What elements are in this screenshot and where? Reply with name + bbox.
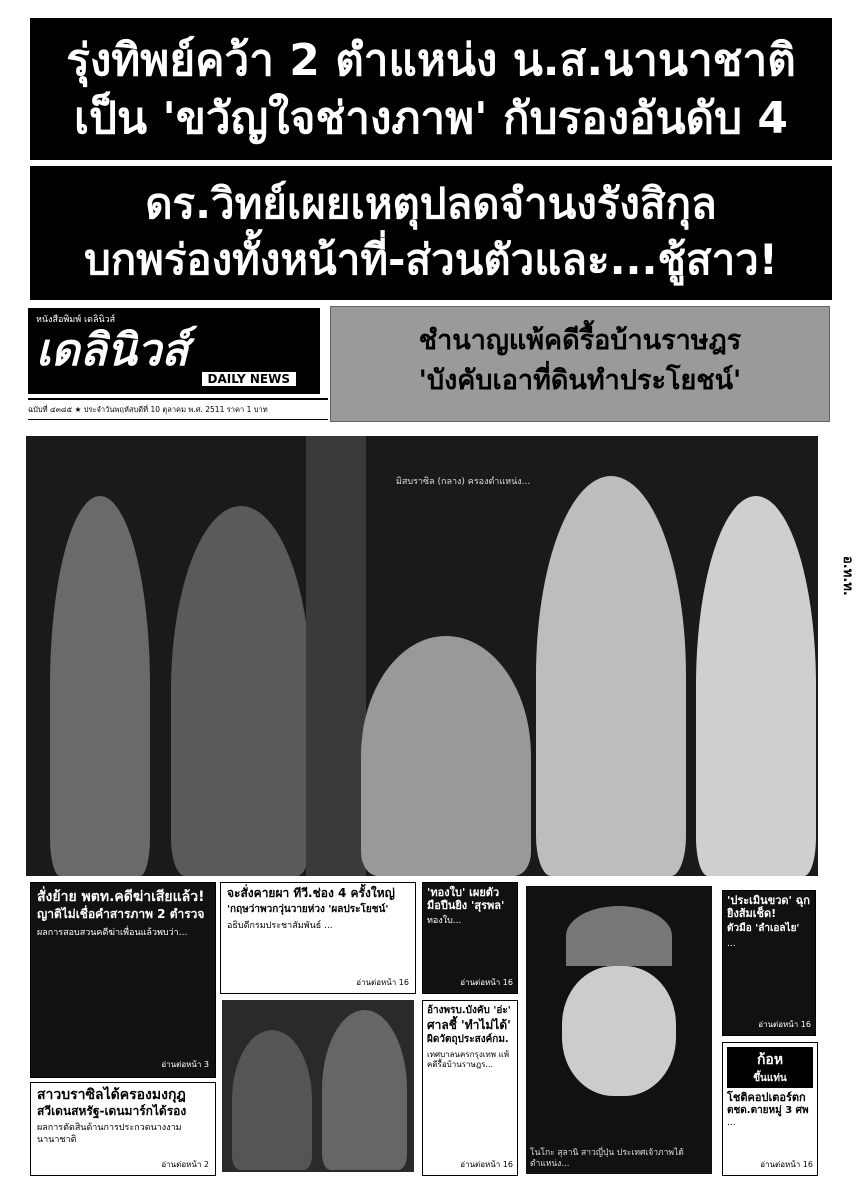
story-7-badge-line-2: ขึ้นแท่น: [753, 1073, 787, 1084]
queen-figure: [361, 636, 531, 876]
contestant-figure-1: [50, 496, 150, 876]
headline-2-line-1: ดร.วิทย์เผยเหตุปลดจำนงรังสิกุล: [145, 179, 717, 228]
story-2-body: อธิบดีกรมประชาสัมพันธ์ ...: [227, 921, 333, 932]
masthead-tagline: หนังสือพิมพ์ เดลินิวส์: [36, 315, 116, 325]
contestant-figure-4: [696, 496, 816, 876]
man-figure-left: [232, 1030, 312, 1170]
story-7: [722, 1042, 818, 1176]
story-5-continued: อ่านต่อหน้า 16: [460, 1160, 513, 1169]
story-6-title-2: สวีเดนสหรัฐ-เดนมาร์กได้รอง: [37, 1104, 187, 1119]
story-5: [422, 1000, 518, 1176]
story-7-badge: [727, 1047, 813, 1088]
story-7-title-2: ตชด.ตายหมู่ 3 ศพ: [727, 1104, 809, 1116]
story-3-title: 'ทองใบ' เผยตัว มือปืนยิง 'สุรพล': [427, 886, 505, 912]
contestant-figure-2: [171, 506, 311, 876]
story-6-continued: อ่านต่อหน้า 2: [161, 1160, 209, 1169]
photo-side-mark: อ.ท.ท.: [840, 556, 855, 596]
story-7-badge-line-1: ก้อห: [756, 1052, 784, 1068]
backdrop-column: [306, 436, 366, 876]
queen-face: [562, 966, 676, 1096]
story-1-body: ผลการสอบสวนคดีฆ่าเพื่อนแล้วพบว่า...: [37, 927, 188, 938]
story-6-title-1: สาวบราซิลได้ครองมงกุฎ: [37, 1087, 186, 1103]
story-3-continued: อ่านต่อหน้า 16: [460, 978, 513, 987]
headline-2-line-2: บกพร่องทั้งหน้าที่-ส่วนตัวและ...ชู้สาว!: [84, 235, 778, 284]
headline-1-line-1: รุ่งทิพย์คว้า 2 ตำแหน่ง น.ส.นานาชาติ: [66, 35, 796, 86]
story-1-continued: อ่านต่อหน้า 3: [161, 1060, 209, 1069]
story-6-body: ผลการตัดสินด้านการประกวดนางงามนานาชาติ: [37, 1122, 182, 1145]
side-headline-line-1: ชำนาญแพ้คดีรื้อบ้านราษฎร: [418, 325, 742, 356]
contestant-figure-3: [536, 476, 686, 876]
man-figure-right: [322, 1010, 407, 1170]
story-5-title-1: อ้างพรบ.บังคับ 'อ่ะ': [427, 1005, 511, 1016]
story-4: [722, 890, 816, 1036]
story-5-body: เทศบาลนครกรุงเทพ แพ้คดีรื้อบ้านราษฎร...: [427, 1049, 509, 1070]
story-2-subtitle: 'กฤษว่าพวกวุ่นวายห่วง 'ผลประโยชน์': [227, 903, 389, 915]
story-7-body: ...: [727, 1118, 736, 1129]
story-2-continued: อ่านต่อหน้า 16: [356, 978, 409, 987]
headline-2-banner: [30, 166, 832, 300]
crown-icon: [566, 906, 672, 966]
masthead-logo-thai: เดลินิวส์: [36, 325, 189, 376]
story-4-title: 'ประเมินขวด' ฉุกยิงส้มเช็ด!: [727, 894, 810, 920]
queen-caption: โนโกะ สุลานิ สาวญี่ปุ่น ประเทศเจ้าภาพได้ตำแหน่ง...: [530, 1148, 684, 1169]
headline-1-line-2: เป็น 'ขวัญใจช่างภาพ' กับรองอันดับ 4: [74, 93, 788, 144]
story-2-title: จะสั่งคายผา ทีวี.ช่อง 4 ครั้งใหญ่: [227, 886, 395, 900]
side-headline-panel: [330, 306, 830, 422]
story-2: [220, 882, 416, 994]
photo-caption: มิสบราซิล (กลาง) ครองตำแหน่ง...: [396, 477, 531, 487]
queen-photo: [526, 886, 712, 1174]
story-3-body: ทองใบ...: [427, 916, 462, 927]
side-headline-line-2: 'บังคับเอาที่ดินทำประโยชน์': [418, 365, 742, 396]
story-5-title-3: ผิดวัตถุประสงค์กม.: [427, 1034, 509, 1046]
story-1-subtitle: ญาติไม่เชื่อคำสารภาพ 2 ตำรวจ: [37, 907, 205, 922]
story-1: [30, 882, 216, 1078]
story-7-continued: อ่านต่อหน้า 16: [760, 1160, 813, 1169]
masthead: [28, 308, 320, 394]
story-3: [422, 882, 518, 994]
issue-line: ฉบับที่ ๔๓๘๕ ★ ประจำวันพฤหัสบดีที่ 10 ตุลาคม พ.ศ. 2511 ราคา 1 บาท: [28, 398, 328, 420]
story-5-title-2: ศาลชี้ 'ทำไม่ได้': [427, 1017, 511, 1032]
headline-1-banner: [30, 18, 832, 160]
story-4-body: ...: [727, 938, 736, 949]
story-4-subtitle: ตัวมือ 'ลำเอลไย': [727, 923, 800, 935]
story-7-title-1: โชติคอปเตอร์ตก: [727, 1091, 806, 1104]
story-1-title: สั่งย้าย พตท.คดีฆ่าเสียแล้ว!: [37, 889, 205, 905]
main-photo: [26, 436, 818, 876]
story-2-photo: [222, 1000, 414, 1172]
masthead-logo-english: DAILY NEWS: [202, 372, 296, 386]
story-4-continued: อ่านต่อหน้า 16: [758, 1020, 811, 1029]
story-6: [30, 1082, 216, 1176]
